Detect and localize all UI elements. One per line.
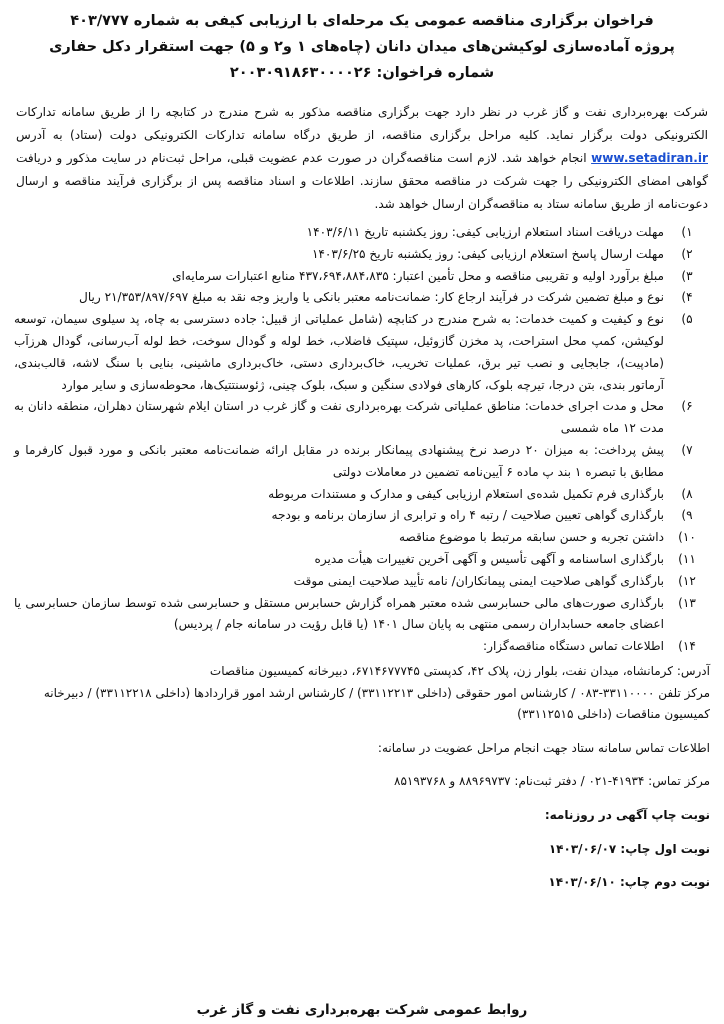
item-number: ۱۰): [678, 530, 696, 545]
item-text: مهلت دریافت اسناد استعلام ارزیابی کیفی: روز یکشنبه تاریخ ۱۴۰۳/۶/۱۱: [306, 225, 664, 239]
item-number: ۱۴): [678, 639, 696, 654]
item-text: محل و مدت اجرای خدمات: مناطق عملیاتی شرکت بهره‌برداری نفت و گاز غرب در استان ایلام شهرستان دهلران، منطقه دانان به مدت ۱۲ ماه شمسی: [14, 399, 664, 436]
item-number: ۲): [681, 246, 693, 261]
contact-section: [14, 661, 710, 894]
list-item: [14, 527, 710, 549]
first-publish: [14, 839, 710, 861]
publish-heading: نوبت چاپ آگهی در روزنامه:: [544, 807, 710, 822]
second-publish: [14, 872, 710, 894]
item-number: ۵): [681, 312, 693, 327]
item-text: بارگذاری فرم تکمیل شده‌ی استعلام ارزیابی کیفی و مدارک و مستندات مربوطه: [268, 486, 664, 501]
item-text: بارگذاری صورت‌های مالی حسابرسی شده معتبر همراه گزارش حسابرس مستقل و حسابرسی شده توسط سازمان حسابرسی یا اعضای جامعه حسابداران رسمی منتهی به پایان سال ۱۴۰۱ (یا قابل رؤیت در سامانه جام / پردیس): [14, 595, 664, 632]
first-publish-label: نوبت اول چاپ:: [620, 841, 710, 856]
item-text: بارگذاری اساسنامه و آگهی تأسیس و آگهی آخرین تغییرات هیأت مدیره: [314, 551, 664, 566]
item-number: ۱۱): [678, 551, 696, 566]
title-block: [14, 8, 710, 86]
list-item: [14, 266, 710, 288]
item-number: ۹): [681, 508, 693, 523]
item-number: ۱): [681, 225, 693, 239]
footer-signature: روابط عمومی شرکت بهره‌برداری نفت و گاز غرب: [196, 1002, 528, 1018]
item-number: ۳): [681, 268, 693, 283]
requirements-list: [14, 222, 710, 658]
list-item: [14, 636, 710, 658]
list-item: [14, 309, 710, 396]
list-item: [14, 505, 710, 527]
call-number: شماره فراخوان: ۲۰۰۳۰۹۱۸۶۳۰۰۰۰۲۶: [229, 65, 495, 81]
list-item: [14, 222, 710, 244]
item-text: نوع و مبلغ تضمین شرکت در فرآیند ارجاع کار: ضمانت‌نامه معتبر بانکی یا واریز وجه نقد به مبلغ ۲۱/۳۵۳/۸۹۷/۶۹۷ ریال: [79, 290, 664, 305]
list-item: [14, 396, 710, 440]
list-item: [14, 484, 710, 506]
list-item: [14, 549, 710, 571]
setad-phone-numbers: مرکز تماس: ۴۱۹۳۴-۰۲۱ / دفتر ثبت‌نام: ۸۸۹۶۹۷۳۷ و ۸۵۱۹۳۷۶۸: [394, 774, 710, 789]
item-text: نوع و کیفیت و کمیت خدمات: به شرح مندرج در کتابچه (شامل عملیاتی از قبیل: جاده دسترسی به چاه، پد سیلوی سیمان، توسعه لوکیشن، کمپ محل استراحت، پد مخزن گازوئیل، سپتیک فاضلاب، خط لوله و گودال سوخت، خط لوله آب‌رسانی، گودال هرزآب (مادپیت)، جابجایی و نصب تیر برق، عملیات تخریب، خاک‌برداری دستی، خاک‌برداری ماشینی، بنایی با سنگ لاشه، قالب‌بندی، آرماتور بندی، بتن درجا، تیرچه بلوک، کارهای فولادی سنگین و سبک، بلوک چینی، ژئوسنتتیک‌ها، محوطه‌سازی و سایر موارد: [14, 312, 664, 392]
second-publish-date: ۱۴۰۳/۰۶/۱۰: [548, 875, 616, 890]
list-item: [14, 593, 710, 637]
item-text: داشتن تجربه و حسن سابقه مرتبط با موضوع مناقصه: [399, 530, 664, 545]
first-publish-date: ۱۴۰۳/۰۶/۰۷: [548, 841, 617, 856]
item-text: مبلغ برآورد اولیه و تقریبی مناقصه و محل تأمین اعتبار: ۴۳۷،۶۹۴،۸۸۴،۸۳۵ منابع اعتبارات سرمایه‌ای: [172, 268, 664, 283]
second-publish-label: نوبت دوم چاپ:: [619, 875, 710, 890]
phone-numbers: مرکز تلفن ۳۳۱۱۰۰۰۰-۰۸۳ / کارشناس امور حقوقی (داخلی ۳۳۱۱۲۲۱۳) / کارشناس ارشد امور قراردادها (داخلی ۳۳۱۱۲۲۱۸) / دبیرخانه کمیسیون مناقصات (داخلی ۳۳۱۱۲۵۱۵): [43, 685, 710, 722]
intro-text-start: شرکت بهره‌برداری نفت و گاز غرب در نظر دارد جهت برگزاری مناقصه مذکور به شرح مندرج در کتابچه را از طریق سامانه تدارکات الکترونیکی دولت برگزار نماید. کلیه مراحل برگزاری مناقصه، از طریق درگاه سامانه تدارکات الکترونیکی دولت (ستاد) به آدرس: [16, 105, 708, 142]
list-item: [14, 440, 710, 484]
list-item: [14, 287, 710, 309]
item-text: بارگذاری گواهی صلاحیت ایمنی پیمانکاران/ نامه تأیید صلاحیت ایمنی موقت: [293, 573, 664, 588]
item-number: ۷): [681, 442, 693, 457]
item-text: اطلاعات تماس دستگاه مناقصه‌گزار:: [483, 639, 664, 654]
item-number: ۱۳): [678, 595, 696, 610]
item-text: پیش پرداخت: به میزان ۲۰ درصد نرخ پیشنهادی پیمانکار برنده در مقابل ارائه ضمانت‌نامه معتبر بانکی و مورد قبول کارفرما و مطابق با تبصره ۱ بند پ ماده ۶ آیین‌نامه تضمین در معاملات دولتی: [14, 442, 664, 479]
notice-title: فراخوان برگزاری مناقصه عمومی یک مرحله‌ای با ارزیابی کیفی به شماره ۴۰۳/۷۷۷: [70, 13, 654, 29]
list-item: [14, 571, 710, 593]
list-item: [14, 244, 710, 266]
item-number: ۶): [681, 399, 693, 414]
address-text: آدرس: کرمانشاه، میدان نفت، بلوار زن، پلاک ۴۲، کدپستی ۶۷۱۴۶۷۷۷۴۵، دبیرخانه کمیسیون مناقصات: [209, 663, 710, 678]
project-title: پروژه آماده‌سازی لوکیشن‌های میدان دانان (چاه‌های ۱ و۲ و ۵) جهت استقرار دکل حفاری: [49, 39, 675, 55]
intro-text-end: انجام خواهد شد. لازم است مناقصه‌گران در صورت عدم عضویت قبلی، مراحل ثبت‌نام در سایت مذکور و دریافت گواهی امضای الکترونیکی را جهت شرکت در مناقصه محقق سازند. اطلاعات و اسناد مناقصه پس از برگزاری فرآیند مناقصه و ارسال دعوت‌نامه از طریق سامانه ستاد به مناقصه‌گران ارسال خواهد شد.: [16, 151, 708, 211]
intro-paragraph: [16, 101, 708, 216]
item-text: مهلت ارسال پاسخ استعلام ارزیابی کیفی: روز یکشنبه تاریخ ۱۴۰۳/۶/۲۵: [311, 246, 664, 261]
setad-website-link[interactable]: www.setadiran.ir: [591, 151, 708, 165]
item-text: بارگذاری گواهی تعیین صلاحیت / رتبه ۴ راه و ترابری از سازمان برنامه و بودجه: [271, 508, 664, 523]
setad-contact-heading: اطلاعات تماس سامانه ستاد جهت انجام مراحل عضویت در سامانه:: [377, 740, 710, 755]
item-number: ۴): [681, 290, 693, 305]
item-number: ۱۲): [678, 573, 696, 588]
item-number: ۸): [681, 486, 693, 501]
